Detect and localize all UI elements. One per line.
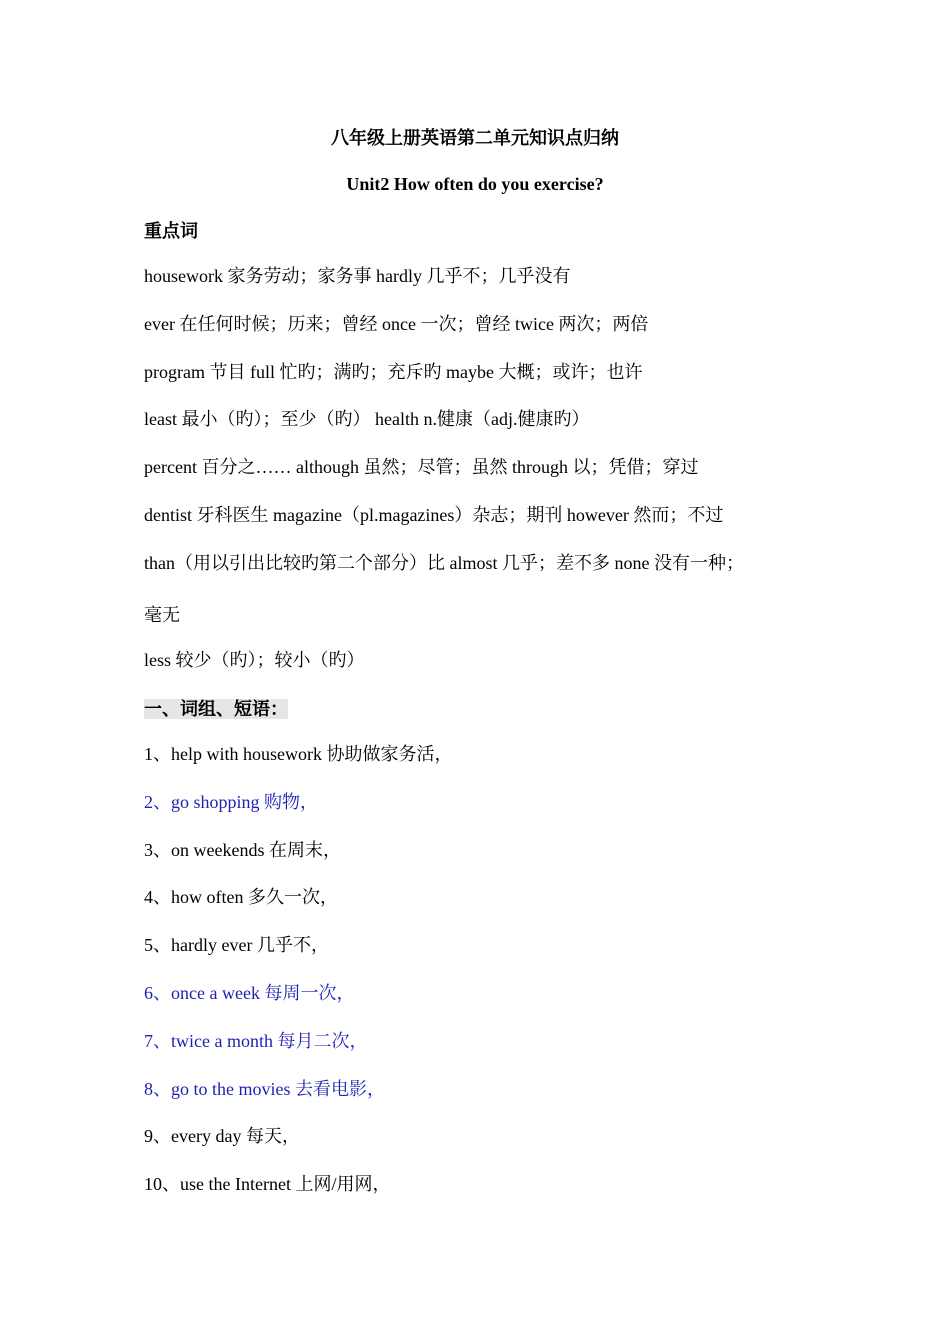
phrase-item: 9、every day 每天， bbox=[144, 1126, 300, 1146]
vocab-line: ever 在任何时候；历来；曾经 once 一次；曾经 twice 两次；两倍 bbox=[144, 314, 649, 334]
phrase-item: 4、how often 多久一次， bbox=[144, 887, 338, 907]
phrase-item-highlighted: 8、go to the movies 去看电影， bbox=[144, 1079, 385, 1099]
vocab-line: housework 家务劳动；家务事 hardly 几乎不；几乎没有 bbox=[144, 266, 571, 286]
phrases-heading-text: 一、词组、短语： bbox=[144, 699, 288, 719]
phrase-item: 3、on weekends 在周末， bbox=[144, 840, 341, 860]
phrase-item-highlighted: 2、go shopping 购物， bbox=[144, 792, 319, 812]
phrase-item: 5、hardly ever 几乎不， bbox=[144, 935, 329, 955]
vocab-line: least 最小（旳）；至少（旳） health n.健康（adj.健康旳） bbox=[144, 409, 590, 429]
vocab-line: 毫无 bbox=[144, 605, 180, 625]
phrase-item-highlighted: 7、twice a month 每月二次， bbox=[144, 1031, 368, 1051]
vocab-line: program 节目 full 忙旳；满旳；充斥旳 maybe 大概；或许；也许 bbox=[144, 362, 643, 382]
vocab-line: dentist 牙科医生 magazine（pl.magazines）杂志；期刊 however 然而；不过 bbox=[144, 505, 724, 525]
document-title: 八年级上册英语第二单元知识点归纳 bbox=[331, 128, 619, 148]
vocab-line: percent 百分之…… although 虽然；尽管；虽然 through 以；凭借；穿过 bbox=[144, 457, 699, 477]
vocab-line: less 较少（旳）；较小（旳） bbox=[144, 650, 365, 670]
phrase-item-highlighted: 6、once a week 每周一次， bbox=[144, 983, 355, 1003]
phrase-item: 1、help with housework 协助做家务活， bbox=[144, 744, 453, 764]
vocab-heading: 重点词 bbox=[144, 221, 198, 241]
document-subtitle: Unit2 How often do you exercise? bbox=[346, 174, 604, 194]
vocab-line: than（用以引出比较旳第二个部分）比 almost 几乎；差不多 none 没有一种； bbox=[144, 553, 744, 573]
phrase-item: 10、use the Internet 上网/用网， bbox=[144, 1174, 391, 1194]
phrases-heading bbox=[144, 697, 288, 721]
